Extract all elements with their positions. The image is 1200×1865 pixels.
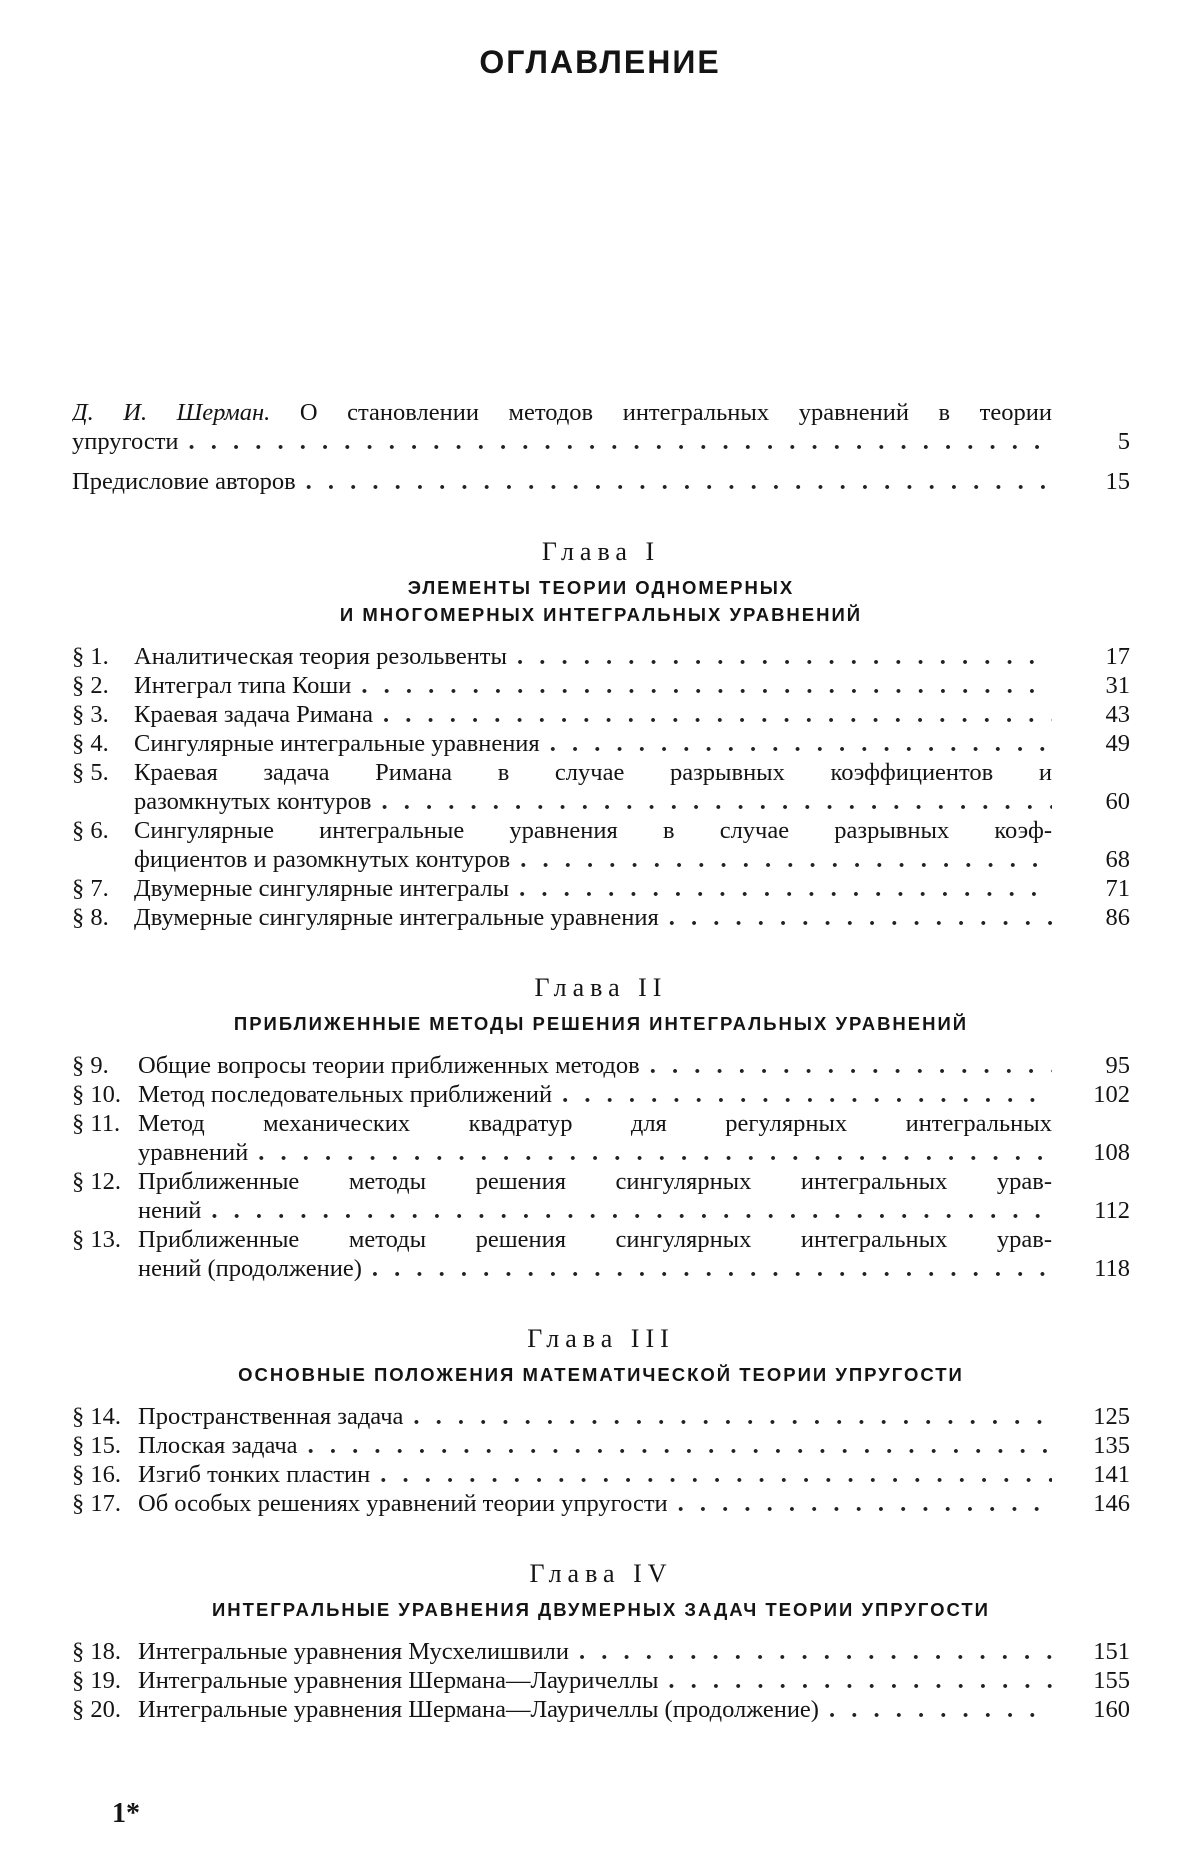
toc-entry[interactable] <box>72 758 1130 816</box>
entry-title-text: Интегральные уравнения Мусхелишвили <box>138 1638 569 1665</box>
entry-text <box>72 642 1052 671</box>
entry-title-text: Приближенные методы решения сингулярных интегральных урав- <box>138 1168 1052 1195</box>
entry-title-text: Пространственная задача <box>138 1403 404 1430</box>
entry-text <box>72 1666 1052 1695</box>
dot-leader <box>211 1196 1052 1225</box>
entry-line <box>134 700 1052 729</box>
page-number: 160 <box>1093 1696 1130 1723</box>
entry-line <box>138 1167 1052 1196</box>
dot-leader <box>517 642 1052 671</box>
toc-entry[interactable] <box>72 903 1130 932</box>
entry-line <box>72 398 1052 427</box>
entry-text <box>72 729 1052 758</box>
entry-text <box>72 1460 1052 1489</box>
page-number: 31 <box>1105 672 1130 699</box>
entry-text <box>72 1080 1052 1109</box>
page-number: 71 <box>1105 875 1130 902</box>
entry-text <box>72 758 1052 816</box>
page-number: 17 <box>1105 643 1130 670</box>
entry-text <box>72 700 1052 729</box>
entry-text <box>72 1109 1052 1167</box>
toc-entry[interactable] <box>72 398 1130 456</box>
section-number: § 12. <box>72 1168 121 1195</box>
chapter-block <box>72 1323 1130 1518</box>
spacer <box>72 456 1130 467</box>
section-number: § 11. <box>72 1110 121 1137</box>
dot-leader <box>258 1138 1052 1167</box>
entry-title-text: Приближенные методы решения сингулярных интегральных урав- <box>138 1226 1052 1253</box>
dot-leader <box>383 700 1052 729</box>
page-number: 86 <box>1105 904 1130 931</box>
entry-line <box>138 1051 1052 1080</box>
entry-line <box>134 903 1052 932</box>
entry-line <box>138 1666 1052 1695</box>
section-number: § 4. <box>72 730 109 757</box>
dot-leader <box>308 1431 1052 1460</box>
dot-leader <box>650 1051 1052 1080</box>
entry-title-text: Интегральные уравнения Шермана—Лауричеллы <box>138 1667 659 1694</box>
entry-line <box>134 729 1052 758</box>
section-list <box>72 1402 1130 1518</box>
page-number: 49 <box>1105 730 1130 757</box>
entry-text <box>72 1431 1052 1460</box>
dot-leader <box>413 1402 1052 1431</box>
section-list <box>72 642 1130 932</box>
entry-text <box>72 1695 1052 1724</box>
dot-leader <box>380 1460 1052 1489</box>
section-number: § 9. <box>72 1052 109 1079</box>
entry-line <box>138 1080 1052 1109</box>
entry-title-text: Двумерные сингулярные интегральные уравнения <box>134 904 659 931</box>
signature-mark: 1* <box>112 1798 140 1829</box>
dot-leader <box>361 671 1052 700</box>
toc-entry[interactable] <box>72 1489 1130 1518</box>
page-number: 43 <box>1105 701 1130 728</box>
chapter-block <box>72 972 1130 1283</box>
section-number: § 18. <box>72 1638 121 1665</box>
toc-entry[interactable] <box>72 1051 1130 1080</box>
section-number: § 16. <box>72 1461 121 1488</box>
dot-leader <box>306 467 1052 496</box>
dot-leader <box>550 729 1052 758</box>
entry-title-text: Двумерные сингулярные интегралы <box>134 875 510 902</box>
entry-line <box>138 1138 1052 1167</box>
section-number: § 3. <box>72 701 109 728</box>
entry-line <box>134 787 1052 816</box>
chapter-label: Глава I <box>541 537 661 566</box>
entry-text <box>72 903 1052 932</box>
section-number: § 5. <box>72 759 109 786</box>
page-number: 155 <box>1093 1667 1130 1694</box>
entry-text <box>72 816 1052 874</box>
section-number: § 17. <box>72 1490 121 1517</box>
entry-title-text: Изгиб тонких пластин <box>138 1461 371 1488</box>
toc-entry[interactable] <box>72 1695 1130 1724</box>
entry-title-text: Об особых решениях уравнений теории упругости <box>138 1490 668 1517</box>
section-number: § 6. <box>72 817 109 844</box>
toc-entry[interactable] <box>72 1080 1130 1109</box>
entry-line <box>138 1402 1052 1431</box>
dot-leader <box>381 787 1052 816</box>
page-number: 68 <box>1105 846 1130 873</box>
entry-title-text: Предисловие авторов <box>72 468 296 495</box>
toc-entry[interactable] <box>72 1109 1130 1167</box>
toc-entry[interactable] <box>72 1637 1130 1666</box>
entry-line <box>134 671 1052 700</box>
section-number: § 7. <box>72 875 109 902</box>
section-number: § 19. <box>72 1667 121 1694</box>
toc-entry[interactable] <box>72 1167 1130 1225</box>
page-number: 135 <box>1093 1432 1130 1459</box>
chapter-label: Глава III <box>527 1324 675 1353</box>
author-name: Д. И. Шерман. <box>72 399 271 426</box>
entry-line <box>72 467 1052 496</box>
page-number: 118 <box>1094 1255 1130 1282</box>
dot-leader <box>579 1637 1052 1666</box>
front-matter <box>72 398 1130 496</box>
dot-leader <box>668 1666 1052 1695</box>
toc-entry[interactable] <box>72 729 1130 758</box>
entry-line <box>134 758 1052 787</box>
entry-text <box>72 1637 1052 1666</box>
entry-line <box>134 816 1052 845</box>
entry-title-text: Метод механических квадратур для регулярных интегральных <box>138 1110 1052 1137</box>
section-number: § 10. <box>72 1081 121 1108</box>
entry-title-text: Интеграл типа Коши <box>134 672 352 699</box>
chapter-block <box>72 536 1130 932</box>
chapters <box>72 536 1130 1724</box>
entry-line <box>72 427 1052 456</box>
chapter-block <box>72 1558 1130 1724</box>
entry-title-text: Сингулярные интегральные уравнения <box>134 730 540 757</box>
section-number: § 1. <box>72 643 109 670</box>
entry-text <box>72 671 1052 700</box>
dot-leader <box>829 1695 1052 1724</box>
entry-title-text: упругости <box>72 428 179 455</box>
toc-entry[interactable] <box>72 1431 1130 1460</box>
chapter-title <box>72 574 1130 628</box>
entry-title-text: нений <box>138 1197 202 1224</box>
chapter-title <box>72 1596 1130 1623</box>
entry-line <box>138 1431 1052 1460</box>
chapter-title-line: И МНОГОМЕРНЫХ ИНТЕГРАЛЬНЫХ УРАВНЕНИЙ <box>339 604 863 625</box>
section-number: § 8. <box>72 904 109 931</box>
entry-line <box>138 1489 1052 1518</box>
entry-title-text: разомкнутых контуров <box>134 788 372 815</box>
toc-entry[interactable] <box>72 1666 1130 1695</box>
chapter-title-line: ПРИБЛИЖЕННЫЕ МЕТОДЫ РЕШЕНИЯ ИНТЕГРАЛЬНЫХ УРАВНЕНИЙ <box>233 1013 969 1034</box>
entry-line <box>134 845 1052 874</box>
dot-leader <box>678 1489 1052 1518</box>
chapter-title-line: ОСНОВНЫЕ ПОЛОЖЕНИЯ МАТЕМАТИЧЕСКОЙ ТЕОРИИ УПРУГОСТИ <box>238 1364 964 1385</box>
section-number: § 2. <box>72 672 109 699</box>
dot-leader <box>562 1080 1052 1109</box>
entry-title-text: Краевая задача Римана в случае разрывных коэффициентов и <box>134 759 1052 786</box>
page-number: 125 <box>1093 1403 1130 1430</box>
dot-leader <box>519 874 1052 903</box>
entry-title-text: Плоская задача <box>138 1432 298 1459</box>
entry-title-text: Аналитическая теория резольвенты <box>134 643 507 670</box>
toc-entry[interactable] <box>72 467 1130 496</box>
entry-title-text: О становлении методов интегральных уравнений в теории <box>270 399 1052 426</box>
entry-title-text: Метод последовательных приближений <box>138 1081 553 1108</box>
entry-text <box>72 1051 1052 1080</box>
toc-entry[interactable] <box>72 642 1130 671</box>
entry-text <box>72 1225 1052 1283</box>
entry-line <box>134 642 1052 671</box>
page-number: 15 <box>1105 468 1130 495</box>
dot-leader <box>520 845 1052 874</box>
page-title: ОГЛАВЛЕНИЕ <box>479 44 721 80</box>
entry-text <box>72 1167 1052 1225</box>
entry-text <box>72 1489 1052 1518</box>
entry-title-text: нений (продолжение) <box>138 1255 362 1282</box>
chapter-label: Глава IV <box>529 1559 673 1588</box>
dot-leader <box>189 427 1052 456</box>
entry-title-text: фициентов и разомкнутых контуров <box>134 846 511 873</box>
section-number: § 14. <box>72 1403 121 1430</box>
entry-text <box>72 1402 1052 1431</box>
toc-entry[interactable] <box>72 671 1130 700</box>
page-number: 95 <box>1105 1052 1130 1079</box>
section-list <box>72 1637 1130 1724</box>
page-number: 112 <box>1094 1197 1130 1224</box>
toc-entry[interactable] <box>72 700 1130 729</box>
entry-line <box>138 1637 1052 1666</box>
chapter-title <box>72 1361 1130 1388</box>
section-number: § 13. <box>72 1226 121 1253</box>
chapter-title <box>72 1010 1130 1037</box>
entry-title-text: Краевая задача Римана <box>134 701 374 728</box>
entry-title-text: уравнений <box>138 1139 249 1166</box>
page-number: 151 <box>1093 1638 1130 1665</box>
entry-line <box>138 1225 1052 1254</box>
page-number: 5 <box>1117 428 1130 455</box>
page-number: 102 <box>1093 1081 1130 1108</box>
toc-entry[interactable] <box>72 874 1130 903</box>
toc-entry[interactable] <box>72 1402 1130 1431</box>
entry-title-text: Сингулярные интегральные уравнения в случае разрывных коэф- <box>134 817 1052 844</box>
entry-line <box>138 1254 1052 1283</box>
entry-text <box>72 467 1052 496</box>
entry-line <box>138 1196 1052 1225</box>
entry-text <box>72 398 1052 456</box>
toc-entry[interactable] <box>72 816 1130 874</box>
section-list <box>72 1051 1130 1283</box>
chapter-title-line: ИНТЕГРАЛЬНЫЕ УРАВНЕНИЯ ДВУМЕРНЫХ ЗАДАЧ ТЕОРИИ УПРУГОСТИ <box>212 1599 990 1620</box>
toc-entry[interactable] <box>72 1460 1130 1489</box>
dot-leader <box>669 903 1052 932</box>
toc-entry[interactable] <box>72 1225 1130 1283</box>
entry-line <box>138 1695 1052 1724</box>
chapter-title-line: ЭЛЕМЕНТЫ ТЕОРИИ ОДНОМЕРНЫХ <box>407 577 795 598</box>
table-of-contents <box>72 398 1130 1724</box>
page-number: 141 <box>1093 1461 1130 1488</box>
page-number: 108 <box>1093 1139 1130 1166</box>
page-number: 146 <box>1093 1490 1130 1517</box>
entry-line <box>134 874 1052 903</box>
entry-title-text: Интегральные уравнения Шермана—Лауричеллы (продолжение) <box>138 1696 819 1723</box>
entry-line <box>138 1460 1052 1489</box>
entry-line <box>138 1109 1052 1138</box>
chapter-label: Глава II <box>534 973 668 1002</box>
dot-leader <box>372 1254 1052 1283</box>
entry-text <box>72 874 1052 903</box>
entry-title-text: Общие вопросы теории приближенных методов <box>138 1052 640 1079</box>
section-number: § 15. <box>72 1432 121 1459</box>
page-number: 60 <box>1105 788 1130 815</box>
section-number: § 20. <box>72 1696 121 1723</box>
